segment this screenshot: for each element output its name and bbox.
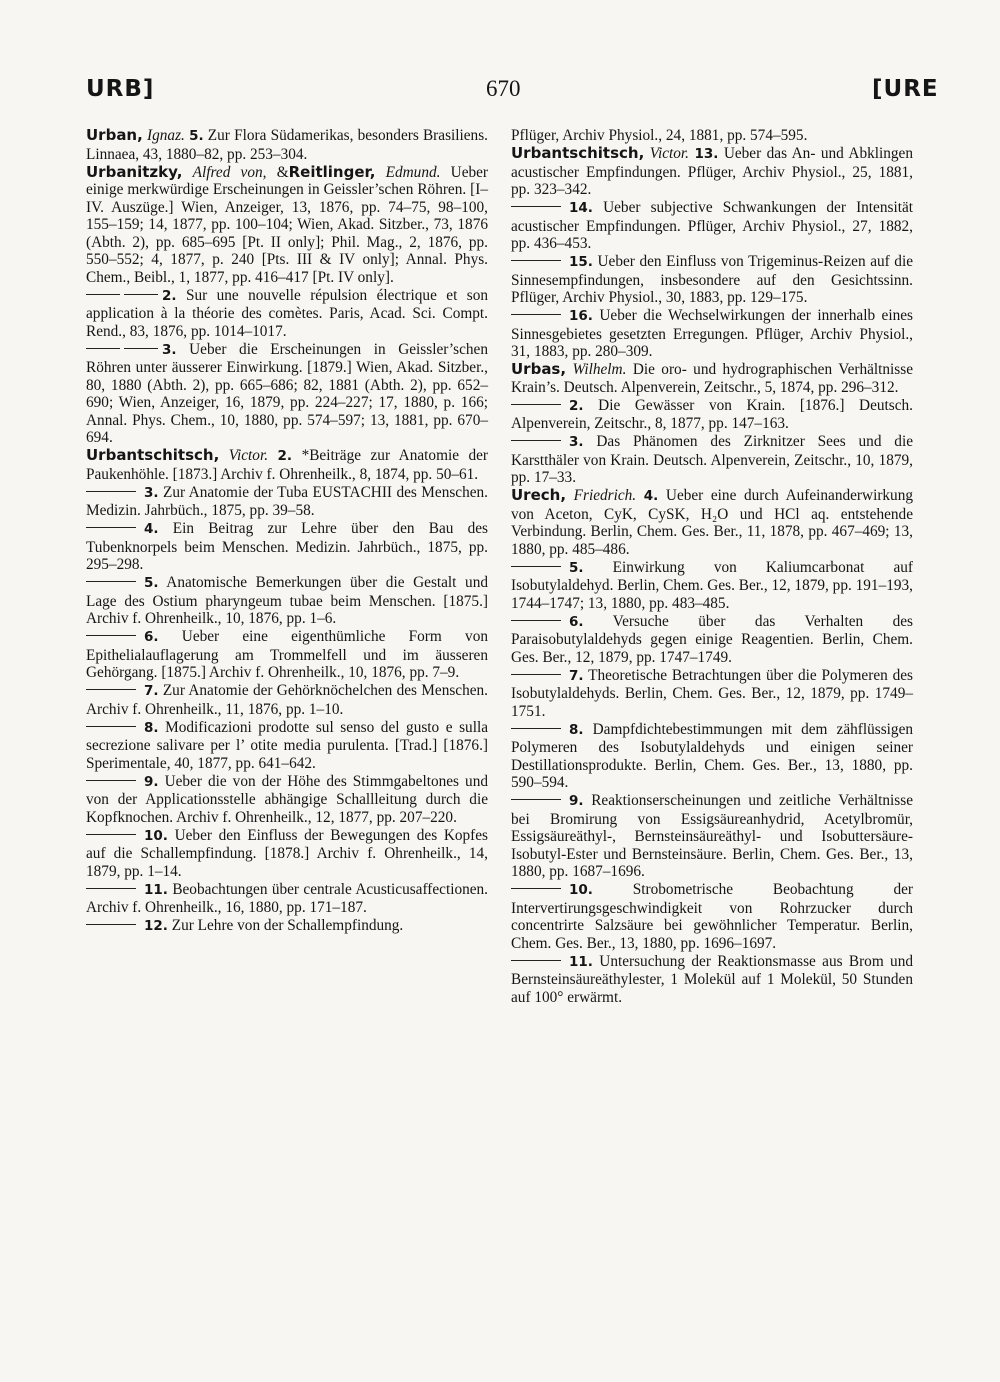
bibliography-entry — [511, 487, 913, 558]
author-surname: Urbas, — [511, 360, 567, 378]
header-right: [URE — [872, 76, 939, 102]
entry-number: 2. — [569, 397, 584, 414]
ditto-rule — [511, 260, 561, 261]
entry-number: 13. — [694, 146, 719, 162]
ditto-rule — [86, 491, 136, 492]
author-given-name: Ignaz. — [147, 127, 185, 144]
bibliography-entry — [511, 667, 913, 721]
entry-text: Beobachtungen über centrale Acusticusaffectionen. Archiv f. Ohrenheilk., 16, 1880, pp. 171–187. — [86, 880, 489, 916]
ditto-rule — [511, 728, 561, 729]
bibliography-entry — [511, 433, 913, 487]
entry-text: Zur Lehre von der Schallempfindung. — [171, 917, 404, 934]
ditto-rule — [511, 206, 561, 207]
entry-number: 4. — [643, 488, 659, 504]
ampersand: & — [276, 163, 289, 181]
entry-text: Zur Anatomie der Tuba EUSTACHII des Menschen. Medizin. Jahrbüch., 1875, pp. 39–58. — [86, 483, 488, 519]
ditto-rule — [86, 924, 136, 925]
bibliography-entry — [86, 773, 488, 827]
entry-number: 5. — [569, 559, 584, 576]
entry-number: 4. — [144, 521, 159, 537]
author-given-name: Friedrich. — [573, 487, 637, 504]
bibliography-entry — [86, 682, 488, 718]
entry-text: Anatomische Bemerkungen über die Gestalt und Lage des Ostium pharyngeum tubae beim Menschen. [1875.] Archiv f. Ohrenheilk., 10, 1876, pp. 1–6. — [86, 574, 488, 627]
ditto-rule — [86, 834, 136, 835]
bibliography-entry — [511, 953, 913, 1007]
bibliography-entry — [511, 127, 913, 145]
entry-text: Ueber das An- und Abklingen acustischer Empfindungen. Pflüger, Archiv Physiol., 25, 1881, pp. 323–342. — [511, 145, 913, 198]
entry-number: 10. — [144, 827, 168, 844]
entry-number: 7. — [144, 683, 159, 699]
entry-text: Modificazioni prodotte sul senso del gusto e sulla secrezione salivare per l’ otite media purulenta. [Trad.] [1876.] Sperimentale, 40, 1877, pp. 641–642. — [86, 718, 488, 772]
entry-text: Reaktionserscheinungen und zeitliche Verhältnisse bei Bromirung von Essigsäureanhydrid, Acetylbromür, Essigsäureäthyl-, Bernsteinsäureäthyl- und Isobuttersäure-Isobutyl-Ester und Bernsteinsäure. Berlin, Chem. Ges. Ber., 13, 1880, pp. 1687–1696. — [511, 792, 913, 880]
bibliography-entry — [511, 253, 913, 307]
ditto-rule — [86, 527, 136, 528]
entry-text: Untersuchung der Reaktionsmasse aus Brom und Bernsteinsäureäthylester, 1 Molekül auf 1 Molekül, 50 Stunden auf 100° erwärmt. — [511, 952, 914, 1006]
entry-text: Das Phänomen des Zirknitzer Sees und die Karstthäler von Krain. Deutsch. Alpenverein, Zeitschr., 10, 1879, pp. 17–33. — [511, 433, 913, 486]
running-header — [0, 74, 1000, 114]
bibliography-entry — [86, 164, 488, 287]
entry-text: Ueber subjective Schwankungen der Intensität acustischer Empfindungen. Pflüger, Archiv Physiol., 27, 1882, pp. 436–453. — [511, 199, 913, 252]
ditto-rule — [511, 440, 561, 441]
bibliography-entry — [86, 881, 488, 917]
entry-text: Pflüger, Archiv Physiol., 24, 1881, pp. 574–595. — [511, 127, 808, 144]
bibliography-entry — [86, 628, 488, 682]
entry-number: 7. — [569, 667, 584, 684]
entry-text: Ueber den Einfluss von Trigeminus-Reizen auf die Sinnesempfindungen, insbesondere auf den Gesichtssinn. Pflüger, Archiv Physiol., 30, 1883, pp. 129–175. — [511, 253, 913, 306]
author-given-name: Edmund. — [385, 163, 441, 181]
bibliography-entry — [86, 917, 488, 936]
ditto-rule — [86, 726, 136, 727]
entry-number: 15. — [569, 254, 593, 270]
entry-number: 12. — [144, 918, 168, 934]
bibliography-entry — [511, 881, 913, 952]
ditto-rule — [86, 689, 136, 690]
ditto-rule — [511, 674, 561, 675]
right-column — [511, 127, 913, 1007]
author-surname: Urbantschitsch, — [86, 446, 220, 464]
entry-number: 2. — [162, 287, 177, 304]
bibliography-entry — [511, 613, 913, 667]
bibliography-entry — [511, 721, 913, 792]
ditto-rule — [511, 960, 561, 961]
entry-text: Einwirkung von Kaliumcarbonat auf Isobutylaldehyd. Berlin, Chem. Ges. Ber., 12, 1879, pp. 191–193, 1744–1747; 13, 1880, pp. 483–485. — [511, 558, 914, 612]
author-surname: Urbanitzky, — [86, 162, 183, 181]
ditto-rule — [511, 404, 561, 405]
entry-text: Ueber den Einfluss der Bewegungen des Kopfes auf die Schallempfindung. [1878.] Archiv f. Ohrenheilk., 14, 1879, pp. 1–14. — [86, 826, 488, 880]
ditto-rule — [86, 780, 136, 781]
author-given-name: Victor. — [228, 447, 269, 464]
entry-text: Dampfdichtebestimmungen mit dem zähflüssigen Polymeren des Isobutylaldehyds und einigen seiner Destillationsprodukte. Berlin, Chem. Ges. Ber., 13, 1880, pp. 590–594. — [511, 720, 914, 791]
ditto-rule — [511, 620, 561, 621]
entry-number: 5. — [144, 575, 159, 591]
left-column — [86, 127, 488, 936]
ditto-rule — [511, 888, 561, 889]
entry-number: 8. — [569, 721, 584, 738]
bibliography-entry — [86, 484, 488, 520]
author-given-name: Alfred von, — [192, 163, 267, 181]
entry-number: 14. — [569, 200, 593, 216]
entry-number: 8. — [144, 719, 159, 736]
bibliography-entry — [86, 574, 488, 628]
entry-number: 3. — [144, 484, 159, 501]
ditto-rule — [511, 799, 561, 800]
entry-text: Theoretische Betrachtungen über die Polymeren des Isobutylaldehyds. Berlin, Chem. Ges. Ber., 12, 1879, pp. 1749–1751. — [511, 666, 913, 720]
author-surname: Urech, — [511, 486, 567, 504]
entry-text: Die Gewässer von Krain. [1876.] Deutsch. Alpenverein, Zeitschr., 8, 1877, pp. 147–163. — [511, 396, 914, 432]
entry-number: 2. — [277, 448, 293, 464]
bibliography-entry — [86, 341, 488, 447]
bibliography-entry — [86, 287, 488, 341]
entry-text: Ueber eine eigenthümliche Form von Epithelialauflagerung am Trommelfell und im äusseren Gehörgang. [1875.] Archiv f. Ohrenheilk., 10, 1876, pp. 7–9. — [86, 628, 488, 681]
entry-number: 9. — [144, 773, 159, 790]
bibliography-entry — [86, 127, 488, 163]
bibliography-entry — [511, 397, 913, 433]
bibliography-entry — [511, 307, 913, 361]
header-left: URB] — [86, 76, 155, 102]
ditto-rule — [86, 635, 136, 636]
ditto-rule — [86, 888, 136, 889]
entry-number: 6. — [144, 629, 159, 645]
entry-text: Ueber die Erscheinungen in Geissler’schen Röhren unter äusserer Einwirkung. [1879.] Wien, Akad. Sitzber., 80, 1880 (Abth. 2), pp. 665–686; 82, 1881 (Abth. 2), pp. 652–690; Wien, Anzeiger, 16, 1879, pp. 224–227; 17, 1880, p. 166; Annal. Phys. Chem., 10, 1880, pp. 574–597; 13, 1881, pp. 670–694. — [86, 340, 488, 446]
bibliography-entry — [86, 520, 488, 574]
entry-number: 6. — [569, 613, 584, 630]
bibliography-entry — [511, 792, 913, 881]
bibliography-entry — [511, 145, 913, 199]
entry-text: *Beiträge zur Anatomie der Paukenhöhle. [1873.] Archiv f. Ohrenheilk., 8, 1874, pp. 50–61. — [86, 447, 489, 483]
entry-number: 11. — [569, 953, 593, 970]
entry-text: Strobometrische Beobachtung der Intervertirungsgeschwindigkeit von Rohrzucker durch concentrirte Salzsäure bei gewöhnlicher Temperatur. Berlin, Chem. Ges. Ber., 13, 1880, pp. 1696–1697. — [511, 881, 913, 952]
author-surname: Urban, — [86, 126, 143, 144]
author-surname: Reitlinger, — [288, 162, 376, 181]
bibliography-entry — [511, 361, 913, 396]
entry-text: Die oro- und hydrographischen Verhältnisse Krain’s. Deutsch. Alpenverein, Zeitschr., 5, 1874, pp. 296–312. — [511, 361, 913, 396]
entry-text: Ein Beitrag zur Lehre über den Bau des Tubenknorpels beim Menschen. Medizin. Jahrbüch., 1875, pp. 295–298. — [86, 520, 488, 573]
entry-number: 3. — [569, 434, 584, 450]
bibliography-entry — [86, 447, 488, 483]
entry-text: Zur Flora Südamerikas, besonders Brasiliens. Linnaea, 43, 1880–82, pp. 253–304. — [86, 127, 488, 163]
entry-number: 11. — [144, 881, 168, 898]
entry-number: 5. — [189, 128, 204, 144]
ditto-rule — [86, 581, 136, 582]
bibliography-entry — [511, 559, 913, 613]
author-given-name: Victor. — [649, 145, 689, 162]
ditto-rule — [511, 566, 561, 567]
author-surname: Urbantschitsch, — [511, 144, 645, 162]
entry-text: Sur une nouvelle répulsion électrique et son application à la théorie des comètes. Paris, Acad. Sci. Compt. Rend., 83, 1876, pp. 1014–1017. — [86, 286, 488, 340]
ditto-rule — [124, 294, 158, 295]
ditto-rule — [86, 348, 120, 349]
entry-number: 10. — [569, 882, 593, 898]
entry-number: 16. — [569, 308, 593, 324]
entry-number: 9. — [569, 793, 584, 809]
bibliography-entry — [86, 827, 488, 881]
entry-text: Zur Anatomie der Gehörknöchelchen des Menschen. Archiv f. Ohrenheilk., 11, 1876, pp. 1–10. — [86, 682, 488, 718]
author-given-name: Wilhelm. — [572, 361, 627, 378]
entry-text: Ueber die Wechselwirkungen der innerhalb eines Sinnesgebietes gesetzten Erregungen. Pflüger, Archiv Physiol., 31, 1883, pp. 280–309. — [511, 307, 913, 360]
page-number: 670 — [486, 76, 521, 101]
ditto-rule — [124, 348, 158, 349]
bibliography-entry — [86, 719, 488, 773]
entry-text: Ueber einige merkwürdige Erscheinungen in Geissler’schen Röhren. [I–IV. Auszüge.] Wien, Anzeiger, 13, 1876, pp. 74–75, 98–100, 155–159; 14, 1877, pp. 100–104; Wien, Akad. Sitzber., 73, 1876 (Abth. 2), pp. 685–695 [Pt. II only]; Phil. Mag., 2, 1876, pp. 550–552; 4, 1877, p. 240 [Pts. III & IV only]; Annal. Phys. Chem., Beibl., 1, 1877, pp. 416–417 [Pt. IV only]. — [86, 163, 489, 286]
ditto-rule — [511, 314, 561, 315]
entry-text: Ueber eine durch Aufeinanderwirkung von Aceton, CyK, CySK, H₂O und HCl aq. entstehende Verbindung. Berlin, Chem. Ges. Ber., 11, 1878, pp. 467–469; 13, 1880, pp. 485–486. — [511, 487, 914, 558]
bibliography-entry — [511, 199, 913, 253]
entry-text: Ueber die von der Höhe des Stimmgabeltones und von der Applicationsstelle abhängige Schallleitung durch die Kopfknochen. Archiv f. Ohrenheilk., 12, 1877, pp. 207–220. — [86, 772, 488, 826]
ditto-rule — [86, 294, 120, 295]
entry-text: Versuche über das Verhalten des Paraisobutylaldehyds gegen einige Reagentien. Berlin, Chem. Ges. Ber., 12, 1879, pp. 1747–1749. — [511, 612, 913, 666]
entry-number: 3. — [162, 341, 177, 358]
